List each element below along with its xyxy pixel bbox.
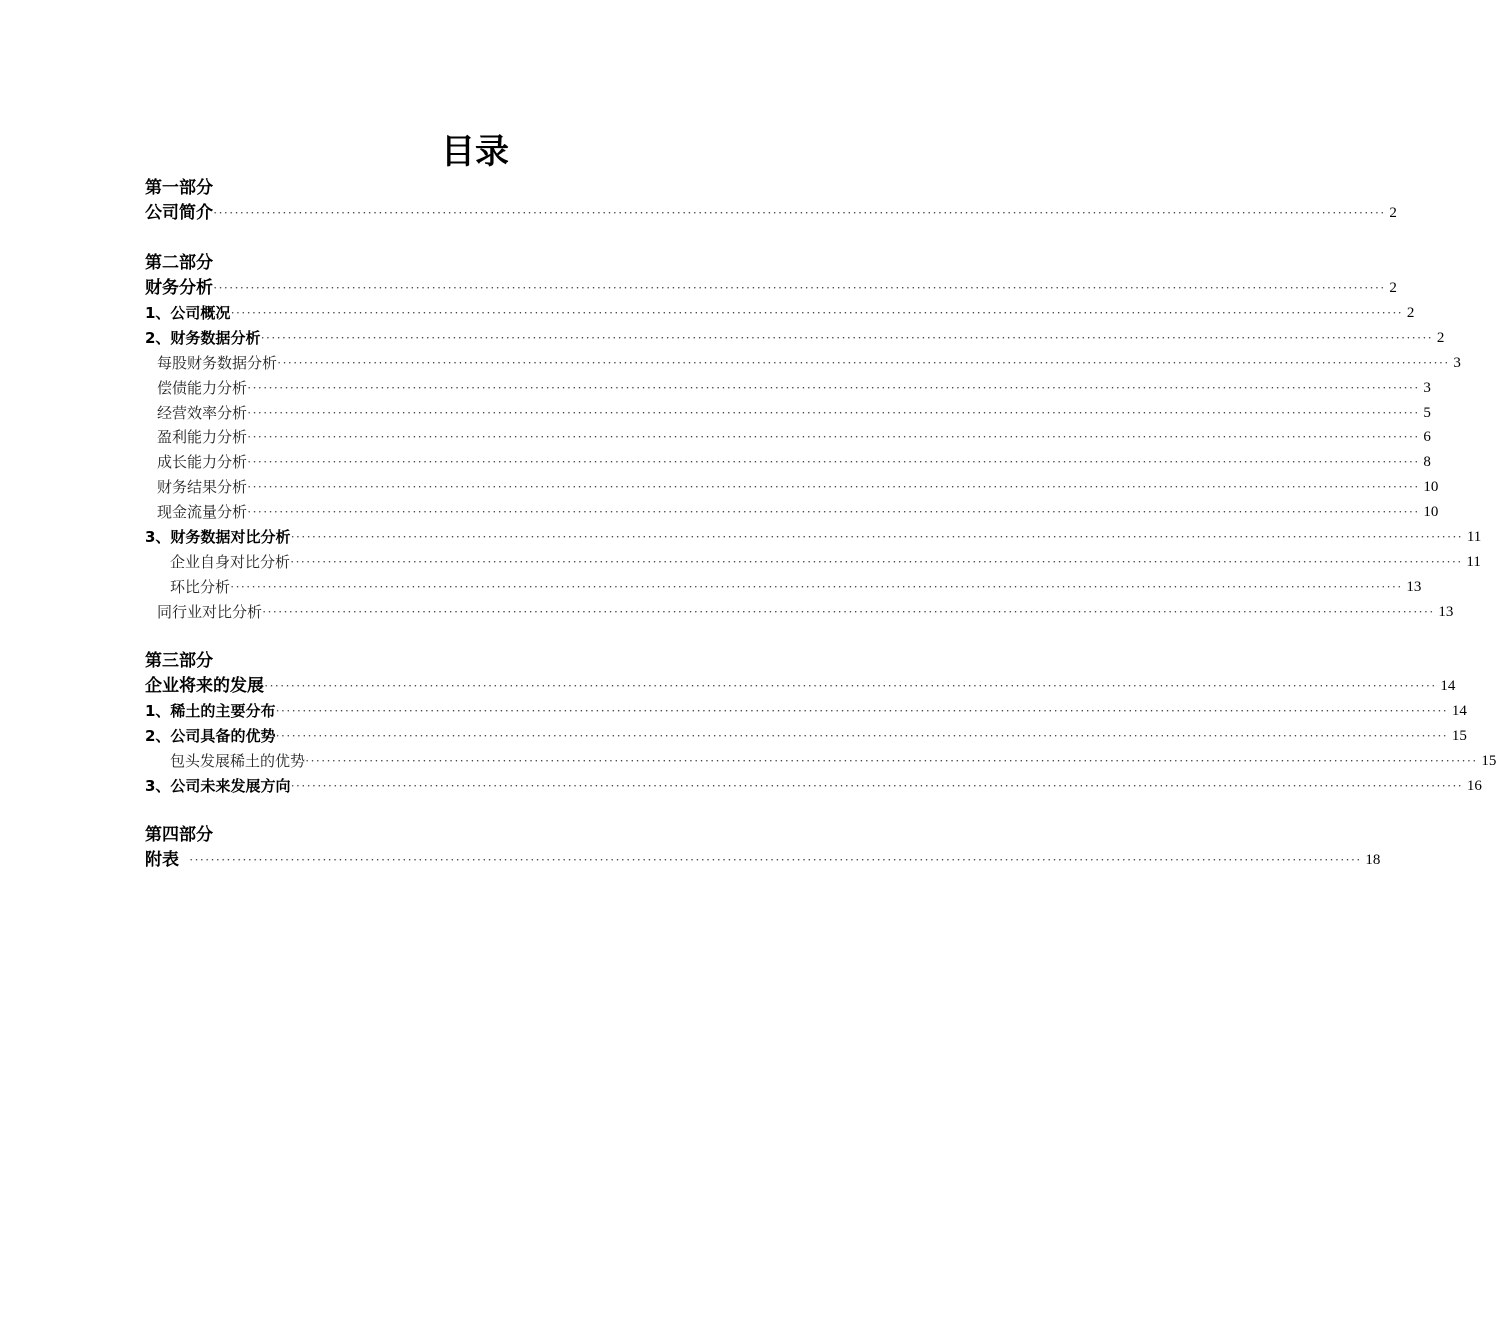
toc-entry[interactable] bbox=[145, 848, 1381, 872]
dot-leader: ···························································································································································································································· bbox=[260, 329, 1433, 345]
toc-entry-page: 3 bbox=[1423, 379, 1431, 396]
toc-entry[interactable] bbox=[145, 525, 1482, 549]
toc-entry-label: 财务结果分析 bbox=[157, 478, 248, 497]
toc-entry-label: 3、公司未来发展方向 bbox=[145, 776, 291, 795]
dot-leader: ···························································································································································································································· bbox=[305, 752, 1478, 768]
toc-entry-page: 2 bbox=[1436, 329, 1445, 346]
dot-leader: ···························································································································································································································· bbox=[247, 429, 1420, 445]
toc-entry[interactable] bbox=[145, 326, 1445, 350]
toc-entry-label: 1、稀土的主要分布 bbox=[145, 701, 276, 720]
toc-entry-label: 1、公司概况 bbox=[145, 303, 231, 322]
toc-entry-page: 6 bbox=[1423, 429, 1431, 446]
toc-entry[interactable] bbox=[157, 600, 1454, 624]
toc-entry-page: 13 bbox=[1438, 603, 1454, 620]
toc-entry-page: 15 bbox=[1451, 727, 1467, 744]
toc-entry-label: 环比分析 bbox=[170, 577, 231, 596]
toc-entry-page: 14 bbox=[1440, 678, 1456, 694]
toc-entry-page: 11 bbox=[1466, 529, 1482, 545]
toc-entry-label: 企业自身对比分析 bbox=[170, 552, 291, 571]
toc-entry-label: 同行业对比分析 bbox=[157, 602, 263, 621]
toc-entry-page: 2 bbox=[1389, 205, 1397, 221]
toc-entry-page: 2 bbox=[1389, 280, 1397, 296]
toc-entry-page: 13 bbox=[1406, 578, 1422, 595]
toc-entry-page: 10 bbox=[1423, 479, 1439, 496]
toc-entry-page: 5 bbox=[1423, 404, 1431, 421]
toc-entry-label: 成长能力分析 bbox=[157, 453, 248, 472]
dot-leader: ···························································································································································································································· bbox=[247, 404, 1420, 420]
dot-leader: ···························································································································································································································· bbox=[213, 205, 1386, 220]
toc-entry-label: 现金流量分析 bbox=[157, 503, 248, 522]
dot-leader: ···························································································································································································································· bbox=[230, 578, 1403, 594]
toc-entry-label: 偿债能力分析 bbox=[157, 378, 248, 397]
dot-leader: ···························································································································································································································· bbox=[275, 702, 1448, 718]
part-heading: 第二部分 bbox=[145, 253, 213, 273]
dot-leader: ···························································································································································································································· bbox=[264, 678, 1437, 693]
part-heading: 第三部分 bbox=[145, 651, 213, 671]
toc-entry-label: 盈利能力分析 bbox=[157, 428, 248, 447]
dot-leader: ···························································································································································································································· bbox=[247, 454, 1420, 470]
toc-entry-label: 每股财务数据分析 bbox=[157, 353, 278, 372]
toc-entry-page: 10 bbox=[1423, 504, 1439, 521]
toc-entry-page: 11 bbox=[1466, 553, 1481, 570]
dot-leader: ···························································································································································································································· bbox=[275, 727, 1448, 743]
toc-entry-page: 15 bbox=[1481, 752, 1496, 769]
dot-leader: ···························································································································································································································· bbox=[213, 280, 1386, 295]
toc-entry-label: 2、公司具备的优势 bbox=[145, 726, 276, 745]
dot-leader: ···························································································································································································································· bbox=[247, 479, 1420, 495]
part-heading: 第四部分 bbox=[145, 825, 213, 845]
dot-leader: ···························································································································································································································· bbox=[277, 354, 1450, 370]
toc-entry[interactable] bbox=[157, 425, 1431, 449]
toc-entry-page: 3 bbox=[1453, 354, 1461, 371]
toc-title: 目录 bbox=[441, 132, 509, 172]
toc-entry[interactable] bbox=[157, 376, 1431, 400]
toc-entry-label: 公司简介 bbox=[145, 203, 213, 223]
toc-entry[interactable] bbox=[170, 575, 1422, 599]
toc-entry-label: 企业将来的发展 bbox=[145, 676, 264, 696]
toc-entry[interactable] bbox=[145, 699, 1467, 723]
dot-leader: ···························································································································································································································· bbox=[247, 504, 1420, 520]
toc-entry-page: 18 bbox=[1365, 852, 1381, 868]
toc-entry-label: 附表 bbox=[145, 850, 179, 870]
toc-entry[interactable] bbox=[157, 475, 1439, 499]
toc-entry[interactable] bbox=[157, 351, 1461, 375]
toc-entry-page: 16 bbox=[1466, 777, 1482, 794]
toc-entry[interactable] bbox=[145, 674, 1456, 698]
dot-leader: ···························································································································································································································· bbox=[247, 379, 1420, 395]
toc-entry[interactable] bbox=[145, 201, 1397, 225]
dot-leader: ···························································································································································································································· bbox=[290, 529, 1463, 544]
toc-entry[interactable] bbox=[145, 774, 1482, 798]
toc-entry[interactable] bbox=[157, 500, 1439, 524]
toc-entry-page: 2 bbox=[1406, 304, 1415, 321]
toc-entry-label: 2、财务数据分析 bbox=[145, 328, 261, 347]
toc-entry[interactable] bbox=[170, 749, 1496, 773]
dot-leader: ···························································································································································································································· bbox=[290, 553, 1463, 569]
toc-entry-label: 财务分析 bbox=[145, 278, 213, 298]
toc-entry[interactable] bbox=[170, 550, 1481, 574]
toc-entry[interactable] bbox=[145, 724, 1467, 748]
toc-entry[interactable] bbox=[145, 301, 1415, 325]
toc-entry[interactable] bbox=[157, 450, 1431, 474]
toc-entry-label: 3、财务数据对比分析 bbox=[145, 528, 291, 546]
toc-entry-label: 包头发展稀土的优势 bbox=[170, 751, 306, 770]
toc-entry[interactable] bbox=[157, 401, 1431, 425]
dot-leader: ···························································································································································································································· bbox=[262, 603, 1435, 619]
toc-entry[interactable] bbox=[145, 276, 1397, 300]
dot-leader: ···························································································································································································································· bbox=[290, 777, 1463, 793]
part-heading: 第一部分 bbox=[145, 178, 213, 198]
toc-entry-page: 8 bbox=[1423, 454, 1431, 471]
toc-entry-label: 经营效率分析 bbox=[157, 403, 248, 422]
dot-leader: ···························································································································································································································· bbox=[230, 304, 1403, 320]
dot-leader: ···························································································································································································································· bbox=[189, 852, 1362, 867]
toc-entry-page: 14 bbox=[1451, 702, 1467, 719]
